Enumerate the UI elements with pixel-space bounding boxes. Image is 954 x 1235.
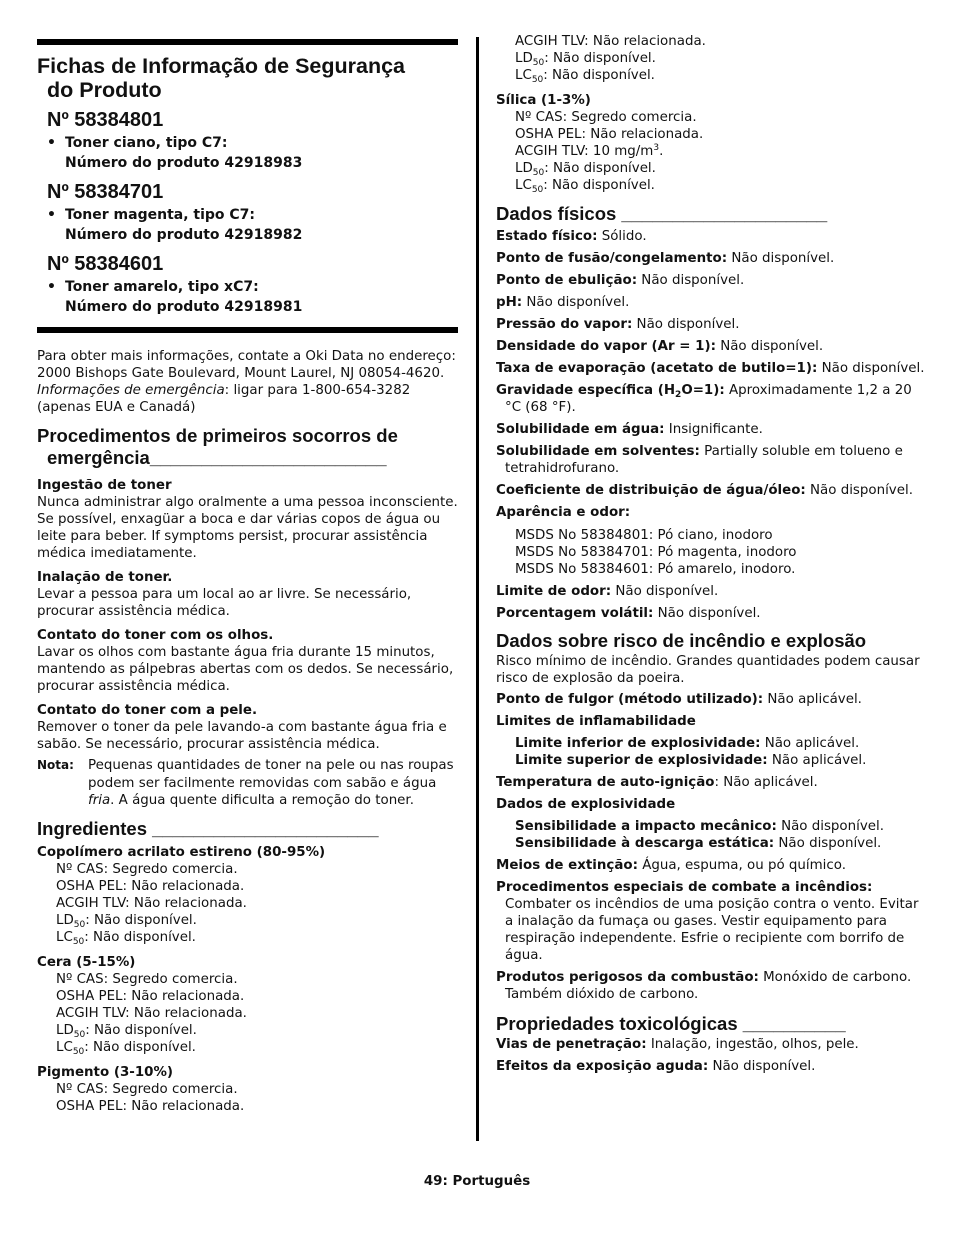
static-row [496, 835, 926, 852]
physical-data-heading: Dados físicos ____________________ [496, 203, 828, 224]
row-label: Ponto de ebulição: [496, 273, 638, 288]
title-line-2: do Produto [47, 78, 162, 102]
row-value: Não disponível. [637, 273, 745, 288]
appearance-line: MSDS No 58384701: Pó magenta, inodoro [515, 545, 797, 560]
product-description [37, 205, 458, 245]
emergency-label: Informações de emergência [37, 383, 225, 398]
row-label: Ponto de fusão/congelamento: [496, 251, 728, 266]
inhalation-text: Levar a pessoa para um local ao ar livre. Se necessário, procurar assistência médica. [37, 587, 412, 619]
ingredient-lc50 [37, 1039, 458, 1056]
row-value: Não disponível. [653, 606, 761, 621]
special-procedures-text: Combater os incêndios de uma posição contra o vento. Evitar a inalação da fumaça ou gases. Vestir equipamento para respiração independente. Esfrie o recipiente com borrifo de água. [505, 897, 919, 963]
physical-row [496, 583, 926, 600]
flammability-list [496, 735, 926, 769]
note-text [88, 757, 458, 810]
product-block-3 [37, 252, 458, 317]
autoignition-row [496, 774, 926, 791]
lc-prefix: LC [515, 68, 532, 83]
ingredient-ld50 [37, 1022, 458, 1039]
flash-point-row [496, 691, 926, 708]
sub-50: 50 [532, 58, 545, 68]
lc-prefix: LC [56, 1039, 73, 1055]
product-block-2 [37, 180, 458, 245]
ingredient-ld50 [496, 160, 926, 177]
physical-row [496, 482, 926, 499]
row-value: : Não aplicável. [714, 775, 818, 790]
routes-row [496, 1036, 926, 1053]
row-label: Produtos perigosos da combustão: [496, 970, 759, 985]
row-value: Não disponível. [611, 584, 719, 599]
explosivity-title: Dados de explosividade [496, 797, 676, 812]
product-number: Nº 58384701 [47, 181, 164, 203]
emergency-info [37, 382, 458, 416]
ingredient-cas: Nº CAS: Segredo comercia. [515, 110, 697, 125]
ld50-value: : Não disponível. [85, 912, 197, 928]
acute-effects-row [496, 1058, 926, 1075]
ld-prefix: LD [515, 161, 533, 176]
emergency-text: : ligar para 1-800-654-3282 (apenas EUA e Canadá) [37, 383, 411, 415]
ingredient-osha: OSHA PEL: Não relacionada. [515, 127, 704, 142]
gravity-sub: 2 [675, 390, 682, 400]
explosivity-list [496, 818, 926, 852]
row-label: Pressão do vapor: [496, 317, 633, 332]
row-label: Limite inferior de explosividade: [515, 736, 761, 751]
ingredients-heading: Ingredientes ______________________ [37, 817, 379, 839]
physical-row [496, 605, 926, 622]
inhalation-title: Inalação de toner. [37, 570, 173, 585]
row-label: Limite superior de explosividade: [515, 753, 768, 768]
row-label: Solubilidade em água: [496, 422, 665, 437]
ingredient-lc50 [37, 929, 458, 946]
product-name: Toner ciano, tipo C7: [65, 135, 228, 151]
ingredient-osha: OSHA PEL: Não relacionada. [56, 878, 245, 894]
gravity-label-a: Gravidade específica (H [496, 383, 676, 398]
physical-row [496, 338, 926, 355]
ingredient-acgih [496, 143, 926, 160]
row-value: Não aplicável. [767, 753, 867, 768]
row-label: Porcentagem volátil: [496, 606, 654, 621]
impact-row [496, 818, 926, 835]
row-value: Não disponível. [776, 819, 884, 834]
ingredient-cas: Nº CAS: Segredo comercia. [56, 1081, 238, 1097]
left-column [37, 0, 458, 1115]
ld50-value: : Não disponível. [544, 51, 656, 66]
title-line-1: Fichas de Informação de Segurança [37, 54, 406, 78]
lc-prefix: LC [515, 178, 532, 193]
flam-lower-row [496, 735, 926, 752]
appearance-label: Aparência e odor: [496, 505, 631, 520]
ingredient-cas: Nº CAS: Segredo comercia. [56, 861, 238, 877]
row-value: Não aplicável. [763, 692, 862, 707]
product-description [37, 277, 458, 317]
ingredient-lc50 [496, 67, 926, 84]
ld50-value: : Não disponível. [85, 1022, 197, 1038]
physical-row [496, 250, 926, 267]
gravity-label-b: O=1): [681, 383, 725, 398]
row-value: Não disponível. [805, 483, 913, 498]
lc50-value: : Não disponível. [543, 178, 655, 193]
fire-intro: Risco mínimo de incêndio. Grandes quantidades podem causar risco de explosão da poeira. [496, 654, 920, 686]
ingredient-name: Copolímero acrilato estireno (80-95%) [37, 844, 326, 860]
ld50-value: : Não disponível. [544, 161, 656, 176]
flam-upper-row [496, 752, 926, 769]
sub-50: 50 [73, 1029, 86, 1040]
row-value: Inalação, ingestão, olhos, pele. [646, 1037, 859, 1052]
ingredient-osha: OSHA PEL: Não relacionada. [56, 1098, 245, 1114]
ingredient-ld50 [496, 50, 926, 67]
row-value: Água, espuma, ou pó químico. [637, 858, 846, 873]
bullet-icon: • [47, 207, 56, 223]
physical-row [496, 272, 926, 289]
physical-row [496, 228, 926, 245]
ingredient-copolymer [37, 844, 458, 946]
physical-row [496, 294, 926, 311]
eye-contact-text: Lavar os olhos com bastante água fria durante 15 minutos, mantendo as pálpebras abertas com os dedos. Se necessário, procurar assistência médica. [37, 645, 454, 694]
top-rule [37, 39, 458, 45]
right-column [496, 0, 926, 1075]
ingredient-acgih: ACGIH TLV: Não relacionada. [56, 1005, 247, 1021]
ingredient-acgih: ACGIH TLV: Não relacionada. [56, 895, 247, 911]
ingestion-title: Ingestão de toner [37, 478, 172, 493]
row-label: Meios de extinção: [496, 858, 638, 873]
product-block-1 [37, 108, 458, 173]
ingredient-acgih: ACGIH TLV: Não relacionada. [515, 34, 706, 49]
row-value: Insignificante. [664, 422, 763, 437]
ingredient-name: Pigmento (3-10%) [37, 1064, 173, 1080]
skin-contact-text: Remover o toner da pele lavando-a com bastante água fria e sabão. Se necessário, procurar assistência médica. [37, 720, 447, 752]
ld-prefix: LD [56, 1022, 74, 1038]
note [37, 757, 458, 810]
row-label: Limite de odor: [496, 584, 612, 599]
acgih-end: . [659, 144, 664, 159]
ingredient-name: Cera (5-15%) [37, 954, 136, 970]
appearance-line: MSDS No 58384601: Pó amarelo, inodoro. [515, 562, 796, 577]
ld-prefix: LD [515, 51, 533, 66]
first-aid-heading [37, 425, 458, 469]
physical-row-gravity [496, 382, 926, 416]
special-procedures-label: Procedimentos especiais de combate a incêndios: [496, 880, 873, 895]
note-text-a: Pequenas quantidades de toner na pele ou nas roupas podem ser facilmente removidas com sabão e água [88, 758, 454, 791]
lc50-value: : Não disponível. [84, 1039, 196, 1055]
lc-prefix: LC [56, 929, 73, 945]
row-label: Solubilidade em solventes: [496, 444, 700, 459]
row-value: Não disponível. [708, 1059, 816, 1074]
row-value: Não disponível. [774, 836, 882, 851]
ingredient-lc50 [496, 177, 926, 194]
ingredient-cas: Nº CAS: Segredo comercia. [56, 971, 238, 987]
row-value: Monóxido de carbono. Também dióxido de carbono. [505, 970, 912, 1002]
row-value: Não disponível. [817, 361, 925, 376]
ingredient-silica [496, 92, 926, 194]
sub-50: 50 [531, 75, 544, 85]
note-text-italic: fria [88, 793, 111, 808]
row-label: Taxa de evaporação (acetato de butilo=1): [496, 361, 818, 376]
column-divider [476, 37, 479, 1141]
sub-50: 50 [72, 936, 85, 947]
row-label: Sensibilidade à descarga estática: [515, 836, 775, 851]
physical-row [496, 421, 926, 438]
product-description [37, 133, 458, 173]
page-footer: 49: Português [423, 1174, 531, 1189]
row-label: Ponto de fulgor (método utilizado): [496, 692, 764, 707]
ingredient-osha: OSHA PEL: Não relacionada. [56, 988, 245, 1004]
lc50-value: : Não disponível. [543, 68, 655, 83]
appearance-line: MSDS No 58384801: Pó ciano, inodoro [515, 528, 773, 543]
product-part-number: Número do produto 42918983 [65, 155, 303, 171]
row-label: pH: [496, 295, 523, 310]
combustion-products-row [496, 969, 926, 1003]
row-value: Não aplicável. [760, 736, 860, 751]
row-label: Densidade do vapor (Ar = 1): [496, 339, 716, 354]
toxicology-heading: Propriedades toxicológicas __________ [496, 1013, 846, 1034]
product-part-number: Número do produto 42918982 [65, 227, 303, 243]
ld-prefix: LD [56, 912, 74, 928]
row-value: Sólido. [597, 229, 647, 244]
row-label: Estado físico: [496, 229, 598, 244]
physical-row [496, 443, 926, 477]
row-value: Não disponível. [632, 317, 740, 332]
header-bottom-rule [37, 327, 458, 333]
ingredient-wax [37, 954, 458, 1056]
row-label: Sensibilidade a impacto mecânico: [515, 819, 777, 834]
note-text-b: . A água quente dificulta a remoção do toner. [110, 793, 414, 808]
eye-contact-title: Contato do toner com os olhos. [37, 628, 274, 643]
row-value: Não disponível. [522, 295, 630, 310]
physical-row [496, 360, 926, 377]
row-label: Temperatura de auto-ignição [496, 775, 715, 790]
appearance-list [496, 527, 926, 578]
sub-50: 50 [72, 1046, 85, 1057]
row-label: Coeficiente de distribuição de água/óleo: [496, 483, 806, 498]
product-name: Toner amarelo, tipo xC7: [65, 279, 259, 295]
product-number: Nº 58384601 [47, 253, 164, 275]
acgih-value: ACGIH TLV: 10 mg/m [515, 144, 654, 159]
contact-info: Para obter mais informações, contate a Oki Data no endereço: 2000 Bishops Gate Boulevard, Mount Laurel, NJ 08054-4620. [37, 349, 456, 381]
heading-line-1: Procedimentos de primeiros socorros de [37, 425, 398, 446]
row-value: Não disponível. [715, 339, 824, 354]
row-value: Não disponível. [727, 251, 835, 266]
row-value: Aproximadamente 1,2 a 20 °C (68 °F). [505, 383, 912, 415]
extinguishing-media-row [496, 857, 926, 874]
flammability-title: Limites de inflamabilidade [496, 714, 696, 729]
product-name: Toner magenta, tipo C7: [65, 207, 256, 223]
physical-row [496, 316, 926, 333]
sub-50: 50 [73, 919, 86, 930]
product-part-number: Número do produto 42918981 [65, 299, 303, 315]
ingredient-pigment [37, 1064, 458, 1115]
document-title [37, 54, 458, 102]
row-label: Efeitos da exposição aguda: [496, 1059, 709, 1074]
lc50-value: : Não disponível. [84, 929, 196, 945]
row-label: Vias de penetração: [496, 1037, 647, 1052]
acgih-sup: 3 [653, 143, 660, 153]
sub-50: 50 [532, 168, 545, 178]
row-value: Partially soluble em tolueno e tetrahidrofurano. [505, 444, 903, 476]
ingestion-text: Nunca administrar algo oralmente a uma pessoa inconsciente. Se possível, enxagüar a boca e dar várias copos de água ou leite para beber. If symptoms persist, procurar assistência médica imediatamente. [37, 495, 458, 561]
row-label [496, 383, 725, 398]
note-label: Nota: [37, 758, 74, 772]
bullet-icon: • [47, 279, 56, 295]
sub-50: 50 [531, 185, 544, 195]
ingredient-pigment-continued [496, 33, 926, 84]
skin-contact-title: Contato do toner com a pele. [37, 703, 258, 718]
ingredient-name: Sílica (1-3%) [496, 93, 591, 108]
ingredient-ld50 [37, 912, 458, 929]
fire-data-heading: Dados sobre risco de incêndio e explosão [496, 630, 867, 651]
bullet-icon: • [47, 135, 56, 151]
heading-line-2: emergência_______________________ [47, 447, 387, 468]
product-number: Nº 58384801 [47, 109, 164, 131]
